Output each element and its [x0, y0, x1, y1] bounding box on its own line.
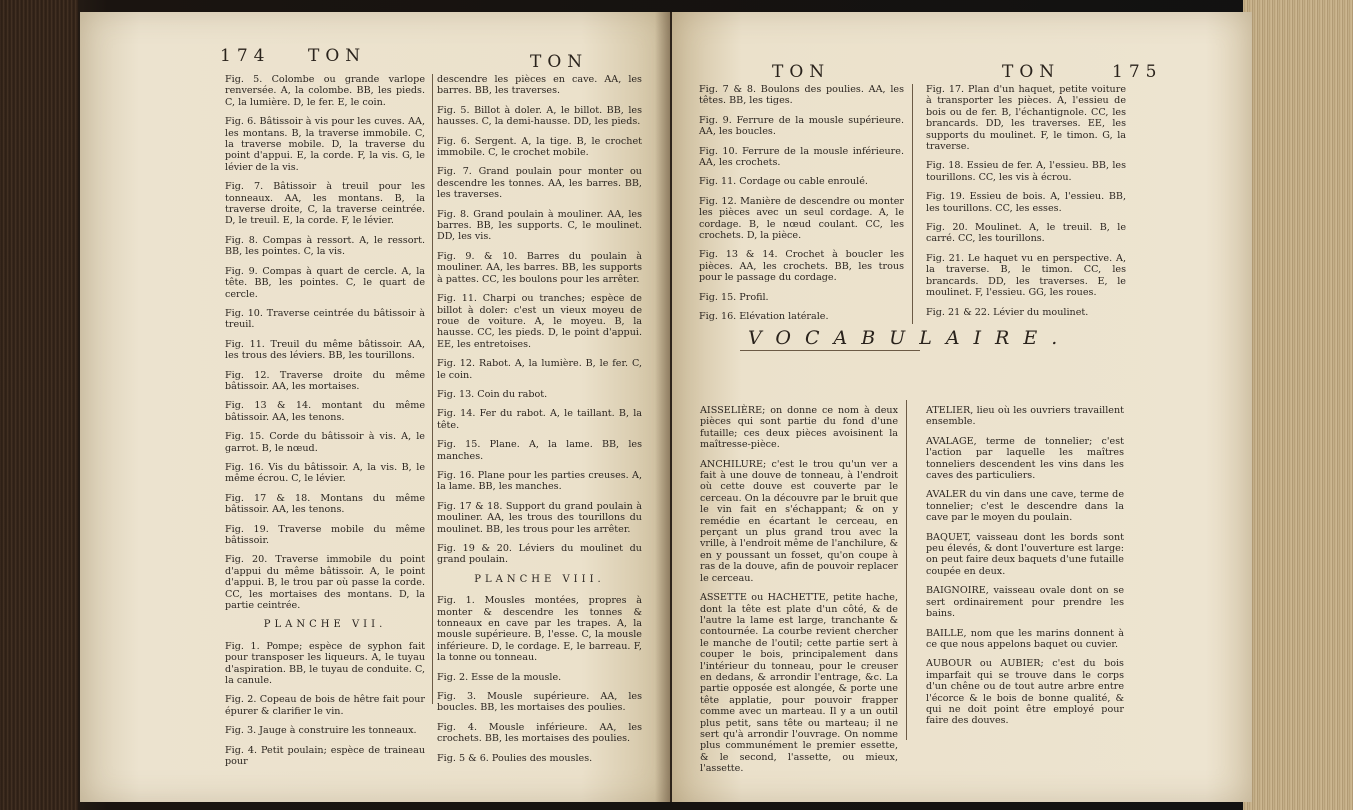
entry-paragraph: Fig. 9. Ferrure de la mousle supérieure. AA, les boucles.: [699, 114, 904, 138]
entry-paragraph: Fig. 11. Treuil du même bâtissoir. AA, les trous des léviers. BB, les tourillons.: [225, 338, 425, 362]
column-divider: [912, 84, 913, 324]
entry-paragraph: Fig. 2. Esse de la mousle.: [437, 671, 562, 683]
entry-paragraph: Fig. 10. Ferrure de la mousle inférieure. AA, les crochets.: [699, 145, 904, 169]
right-column-2: [926, 84, 1126, 326]
entry-paragraph: Fig. 12. Manière de descendre ou monter les pièces avec un seul cordage. A, le cordage. B, le nœud coulant. CC, les crochets. D, la pièce.: [699, 195, 904, 242]
left-column-2: [437, 74, 642, 772]
entry-paragraph: Fig. 3. Jauge à construire les tonneaux.: [225, 725, 417, 737]
entry-paragraph: Fig. 18. Essieu de fer. A, l'essieu. BB, les tourillons. CC, les vis à écrou.: [926, 160, 1126, 183]
right-header-col2: TON: [1002, 62, 1061, 82]
entry-paragraph: ATELIER, lieu où les ouvriers travaillent ensemble.: [926, 405, 1124, 428]
left-header-col2: TON: [530, 52, 589, 72]
entry-paragraph: Fig. 19 & 20. Léviers du moulinet du grand poulain.: [437, 543, 642, 566]
entry-paragraph: Fig. 20. Moulinet. A, le treuil. B, le carré. CC, les tourillons.: [926, 222, 1126, 245]
entry-paragraph: Fig. 13 & 14. montant du même bâtissoir. AA, les tenons.: [225, 400, 425, 423]
entry-paragraph: AVALAGE, terme de tonnelier; c'est l'action par laquelle les maîtres tonneliers descendent les vins dans les caves des particuliers.: [926, 435, 1124, 482]
entry-paragraph: AISSELIÈRE; on donne ce nom à deux pièces qui sont partie du fond d'une futaille; ces deux pièces avoisinent la maîtresse-pièce.: [700, 405, 898, 451]
left-page-edges: [0, 0, 78, 810]
entry-paragraph: BAIGNOIRE, vaisseau ovale dont on se sert ordinairement pour prendre les bains.: [926, 585, 1124, 620]
entry-paragraph: Fig. 3. Mousle supérieure. AA, les boucles. BB, les mortaises des poulies.: [437, 691, 642, 714]
entry-paragraph: Fig. 8. Grand poulain à mouliner. AA, les barres. BB, les supports. C, le moulinet. DD, les vis.: [437, 208, 642, 243]
entry-paragraph: Fig. 14. Fer du rabot. A, le taillant. B, la tête.: [437, 408, 642, 431]
entry-paragraph: ANCHILURE; c'est le trou qu'un ver a fait à une douve de tonneau, à l'endroit où cette douve est couverte par le cerceau. On la découvre par le bruit que le vin fait en s'échappant; & on y remédie en écartant le cerceau, en perçant un plus grand trou avec la vrille, à l'endroit même de l'anchilure, & en y poussant un fosset, qu'on coupe à ras de la douve, afin de pouvoir replacer le cerceau.: [700, 458, 898, 584]
vocab-column-1: [700, 405, 898, 783]
entry-paragraph: Fig. 1. Pompe; espèce de syphon fait pour transposer les liqueurs. A, le tuyau d'aspiration. BB, le tuyau de conduite. C, la canule.: [225, 640, 425, 687]
entry-paragraph: Fig. 5 & 6. Poulies des mousles.: [437, 752, 593, 764]
entry-paragraph: Fig. 9. & 10. Barres du poulain à mouliner. AA, les barres. BB, les supports à pattes. CC, les boulons pour les arrêter.: [437, 250, 642, 285]
entry-paragraph: Fig. 15. Plane. A, la lame. BB, les manches.: [437, 439, 642, 462]
entry-paragraph: Fig. 16. Plane pour les parties creuses. A, la lame. BB, les manches.: [437, 469, 642, 493]
entry-paragraph: Fig. 8. Compas à ressort. A, le ressort. BB, les pointes. C, la vis.: [225, 234, 425, 258]
entry-paragraph: Fig. 6. Bâtissoir à vis pour les cuves. AA, les montans. B, la traverse immobile. C, la traverse mobile. D, la traverse du point d'appui. E, la corde. F, la vis. G, le lévier de la vis.: [225, 116, 425, 173]
entry-paragraph: Fig. 19. Traverse mobile du même bâtissoir.: [225, 523, 425, 546]
vocab-column-2: [926, 405, 1124, 735]
entry-paragraph: Fig. 6. Sergent. A, la tige. B, le crochet immobile. C, le crochet mobile.: [437, 135, 642, 159]
entry-paragraph: Fig. 17 & 18. Support du grand poulain à mouliner. AA, les trous des tourillons du moulinet. BB, les trous pour les arrêter.: [437, 500, 642, 535]
left-column-1: [225, 74, 425, 776]
entry-paragraph: Fig. 1. Mousles montées, propres à monter & descendre les tonnes & tonneaux en cave par les trapes. A, la mousle supérieure. B, l'esse. C, la mousle inférieure. D, le cordage. E, le barreau. F, la tonne ou tonneau.: [437, 595, 642, 664]
entry-paragraph: Fig. 4. Mousle inférieure. AA, les crochets. BB, les mortaises des poulies.: [437, 721, 642, 745]
entry-paragraph: BAILLE, nom que les marins donnent à ce que nous appelons baquet ou cuvier.: [926, 627, 1124, 650]
entry-paragraph: Fig. 9. Compas à quart de cercle. A, la tête. BB, les pointes. C, le quart de cercle.: [225, 265, 425, 300]
entry-paragraph: Fig. 17. Plan d'un haquet, petite voiture à transporter les pièces. A, l'essieu de bois ou de fer. B, l'échantignole. CC, les brancards. DD, les traverses. EE, les supports du moulinet. F, le timon. G, la traverse.: [926, 84, 1126, 153]
entry-paragraph: Fig. 11. Cordage ou cable enroulé.: [699, 176, 868, 188]
planche-heading: PLANCHE VII.: [263, 619, 387, 631]
entry-paragraph: BAQUET, vaisseau dont les bords sont peu élevés, & dont l'ouverture est large: on peut faire deux baquets d'une futaille coupée en deux.: [926, 531, 1124, 577]
entry-paragraph: ASSETTE ou HACHETTE, petite hache, dont la tête est plate d'un côté, & de l'autre la lame est large, tranchante & contournée. La courbe revient chercher le manche de l'outil; cette partie sert à couper le bois, principalement dans l'intérieur du tonneau, pour le creuser en dedans, & arrondir l'entrage, &c. La partie opposée est alongée, & porte une tête applatie, pour pouvoir frapper comme avec un marteau. Il y a un outil plus petit, sans tête ou marteau; il ne sert qu'à arrondir l'ouvrage. On nomme plus communément le premier essette, & le second, l'assette, ou mieux, l'assette.: [700, 592, 898, 775]
entry-paragraph: Fig. 5. Colombe ou grande varlope renversée. A, la colombe. BB, les pieds. C, la lumière. D, le fer. E, le coin.: [225, 74, 425, 108]
entry-paragraph: Fig. 2. Copeau de bois de hêtre fait pour épurer & clarifier le vin.: [225, 694, 425, 717]
entry-paragraph: Fig. 7 & 8. Boulons des poulies. AA, les têtes. BB, les tiges.: [699, 84, 904, 107]
entry-paragraph: descendre les pièces en cave. AA, les barres. BB, les traverses.: [437, 74, 642, 97]
entry-paragraph: AUBOUR ou AUBIER; c'est du bois imparfait qui se trouve dans le corps d'un chêne ou de tout autre arbre entre l'écorce & le bois de bonne qualité, & qui ne doit point être employé pour faire des douves.: [926, 658, 1124, 727]
right-column-1: [699, 84, 904, 331]
column-divider: [906, 400, 907, 740]
entry-paragraph: Fig. 7. Grand poulain pour monter ou descendre les tonnes. AA, les barres. BB, les traverses.: [437, 166, 642, 201]
entry-paragraph: Fig. 12. Traverse droite du même bâtissoir. AA, les mortaises.: [225, 369, 425, 392]
entry-paragraph: Fig. 17 & 18. Montans du même bâtissoir. AA, les tenons.: [225, 492, 425, 516]
entry-paragraph: Fig. 15. Corde du bâtissoir à vis. A, le garrot. B, le nœud.: [225, 431, 425, 454]
entry-paragraph: Fig. 21. Le haquet vu en perspective. A, la traverse. B, le timon. CC, les brancards. DD, les traverses. E, le moulinet. F, l'essieu. GG, les roues.: [926, 252, 1126, 299]
entry-paragraph: Fig. 21 & 22. Lévier du moulinet.: [926, 306, 1089, 318]
entry-paragraph: Fig. 7. Bâtissoir à treuil pour les tonneaux. AA, les montans. B, la traverse droite, C, la traverse ceintrée. D, le treuil. E, la corde. F, le lévier.: [225, 181, 425, 227]
left-header-col1: TON: [308, 46, 367, 66]
entry-paragraph: Fig. 16. Elévation latérale.: [699, 311, 829, 323]
entry-paragraph: Fig. 4. Petit poulain; espèce de traineau pour: [225, 744, 425, 768]
entry-paragraph: Fig. 5. Billot à doler. A, le billot. BB, les hausses. C, la demi-hausse. DD, les pieds.: [437, 104, 642, 128]
planche-heading: PLANCHE VIII.: [474, 573, 605, 585]
entry-paragraph: Fig. 20. Traverse immobile du point d'appui du même bâtissoir. A, le point d'appui. B, le trou par où passe la corde. CC, les mortaises des montans. D, la partie ceintrée.: [225, 554, 425, 612]
left-page: [80, 12, 670, 802]
column-divider: [432, 74, 433, 704]
entry-paragraph: Fig. 10. Traverse ceintrée du bâtissoir à treuil.: [225, 307, 425, 331]
right-header-col1: TON: [772, 62, 831, 82]
right-page-edges: [1243, 0, 1353, 810]
entry-paragraph: Fig. 16. Vis du bâtissoir. A, la vis. B, le même écrou. C, le lévier.: [225, 461, 425, 485]
title-rule: [740, 350, 920, 351]
entry-paragraph: AVALER du vin dans une cave, terme de tonnelier; c'est le descendre dans la cave par le moyen du poulain.: [926, 489, 1124, 524]
entry-paragraph: Fig. 19. Essieu de bois. A, l'essieu. BB, les tourillons. CC, les esses.: [926, 191, 1126, 214]
right-page-number: 175: [1112, 62, 1163, 82]
entry-paragraph: Fig. 15. Profil.: [699, 291, 769, 303]
vocabulaire-title: VOCABULAIRE.: [748, 327, 1072, 349]
left-page-number: 174: [220, 46, 271, 66]
entry-paragraph: Fig. 13. Coin du rabot.: [437, 388, 548, 400]
entry-paragraph: Fig. 13 & 14. Crochet à boucler les pièces. AA, les crochets. BB, les trous pour le passage du cordage.: [699, 249, 904, 284]
entry-paragraph: Fig. 12. Rabot. A, la lumière. B, le fer. C, le coin.: [437, 358, 642, 381]
entry-paragraph: Fig. 11. Charpi ou tranches; espèce de billot à doler: c'est un vieux moyeu de roue de voiture. A, le moyeu. B, la hausse. CC, les pieds. D, le point d'appui. EE, les entretoises.: [437, 293, 642, 350]
